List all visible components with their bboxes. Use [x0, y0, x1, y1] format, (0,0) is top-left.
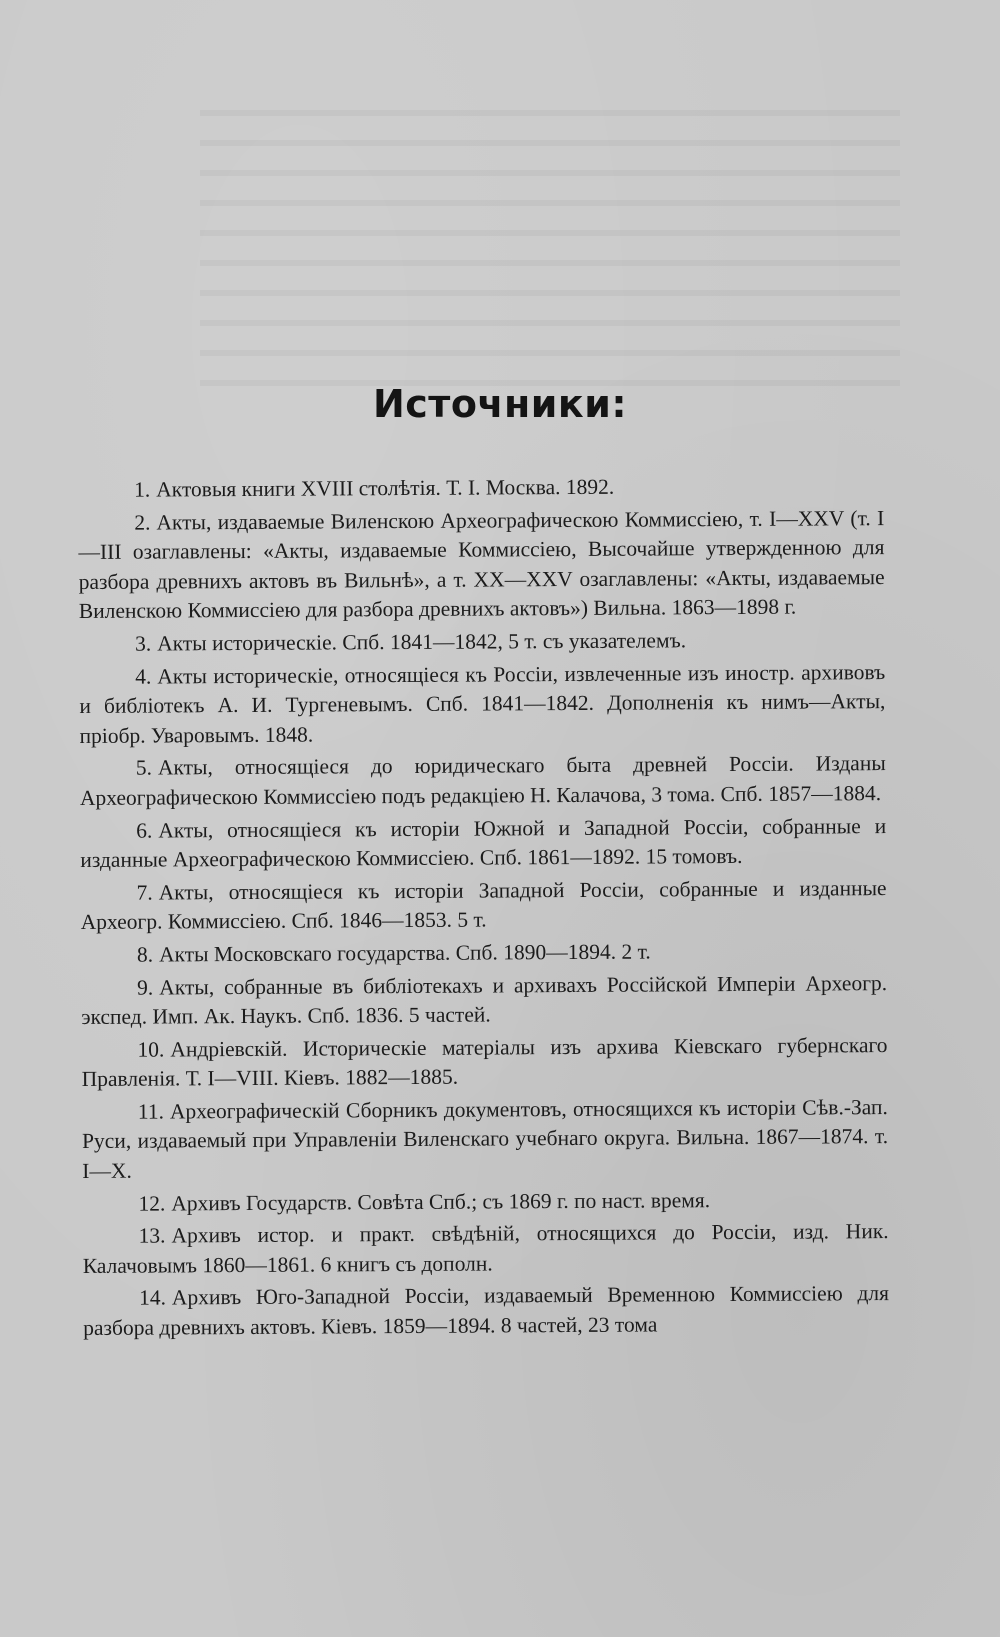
list-item — [78, 471, 884, 506]
list-item — [82, 1185, 888, 1220]
list-item — [82, 1093, 889, 1187]
entry-number: 11. — [137, 1099, 165, 1124]
entry-number: 8. — [136, 942, 154, 967]
entry-text: Архивъ Юго-Западной Россiи, издаваемый Временною Коммиссiею для разбора древнихъ актовъ. Кiевъ. 1859—1894. 8 частей, 23 тома — [83, 1281, 890, 1341]
entry-number: 7. — [136, 880, 153, 905]
page-title: Источники: — [372, 382, 628, 426]
entry-text: Акты Московскаго государства. Спб. 1890—1894. 2 т. — [158, 939, 651, 967]
entry-text: Акты историческiе. Спб. 1841—1842, 5 т. съ указателемъ. — [157, 628, 687, 656]
entry-text: Архивъ истор. и практ. свѣдѣнiй, относящихся до Россiи, изд. Ник. Калачовымъ 1860—1861. 6 книгъ съ дополн. — [82, 1219, 889, 1278]
entry-text: Актовыя книги XVIII столѣтія. Т. I. Москва. 1892. — [156, 474, 615, 502]
entry-number: 3. — [134, 631, 152, 656]
entry-number: 2. — [134, 510, 151, 535]
entry-text: Акты, относящiеся къ исторiи Западной Россiи, собранные и изданные Археогр. Коммиссiею. Спб. 1846—1853. 5 т. — [80, 875, 887, 935]
list-item — [83, 1279, 889, 1343]
list-item — [79, 625, 885, 660]
entry-number: 14. — [138, 1285, 166, 1311]
entry-number: 9. — [137, 975, 154, 1000]
entry-text: Акты, собранные въ библiотекахъ и архивахъ Россiйской Имперiи Археогр. экспед. Имп. Ак. Наукъ. Спб. 1836. 5 частей. — [81, 970, 888, 1030]
list-item — [80, 874, 886, 938]
entry-text: Акты, относящiеся къ исторiи Южной и Западной Россiи, собранные и изданные Археографическою Коммиссiею. Спб. 1861—1892. 15 томовъ. — [80, 813, 887, 873]
list-item — [80, 749, 886, 813]
entry-text: Акты историческiе, относящiеся къ Россiи, извлеченные изъ иностр. архивовъ и библiотекъ А. И. Тургеневымъ. Спб. 1841—1842. Дополненія къ нимъ—Акты, прiобр. Уваровымъ. 1848. — [79, 659, 886, 748]
entry-text: Акты, относящiеся до юридическаго быта древней Россiи. Изданы Археографическою Коммиссiею подъ редакцiею Н. Калачова, 3 тома. Спб. 1857—1884. — [79, 751, 886, 810]
entry-number: 13. — [138, 1223, 166, 1248]
entry-text: Акты, издаваемые Виленскою Археографическою Коммиссiею, т. I—XXV (т. I—III озаглавлены: «Акты, издаваемые Коммиссiею, Высочайше утвержденною для разбора древнихъ актовъ въ Вильнѣ», а т. XX—XXV озаглавлены: «Акты, издаваемые Виленскою Коммиссiею для разбора древнихъ актовъ») Вильна. 1863—1898 г. — [78, 505, 885, 624]
entry-text: Археографическiй Сборникъ документовъ, относящихся къ исторiи Сѣв.-Зап. Руси, издаваемый при Управленiи Виленскаго учебнаго округа. Вильна. 1867—1874. т. I—X. — [81, 1094, 889, 1184]
list-item — [83, 1217, 889, 1281]
entry-number: 1. — [134, 477, 151, 502]
show-through-texture — [200, 110, 900, 410]
entry-number: 6. — [136, 818, 153, 843]
list-item — [81, 969, 887, 1033]
entry-text: Андрiевскiй. Историческiе матерiалы изъ архива Кiевскаго губернскаго Правленiя. Т. I—VIII. Кiевъ. 1882—1885. — [81, 1032, 888, 1092]
bibliography-list — [78, 471, 889, 1347]
list-item — [79, 658, 886, 752]
entry-text: Архивъ Государств. Совѣта Спб.; съ 1869 г. по наст. время. — [171, 1187, 711, 1216]
entry-number: 12. — [138, 1191, 166, 1216]
list-item — [81, 1031, 887, 1095]
list-item — [78, 504, 885, 627]
entry-number: 5. — [135, 755, 152, 780]
list-item — [80, 812, 886, 876]
list-item — [81, 936, 887, 971]
entry-number: 10. — [137, 1037, 165, 1062]
entry-number: 4. — [135, 664, 152, 689]
